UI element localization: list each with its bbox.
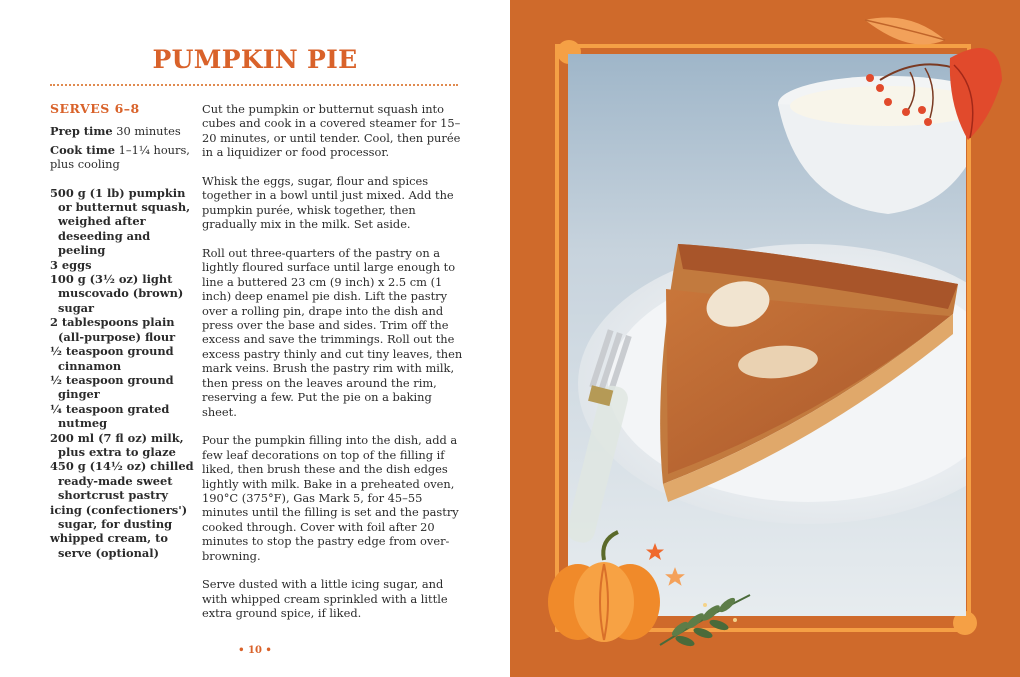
page-number: • 10 • bbox=[238, 645, 272, 656]
method-step: Whisk the eggs, sugar, flour and spices together in a bowl until just mixed. Add the pumpkin purée, whisk together, then gradually mix in the milk. Set aside. bbox=[202, 174, 454, 232]
ingredient-list bbox=[50, 186, 195, 561]
ingredient-item: 2 tablespoons plain (all-purpose) flour bbox=[50, 315, 176, 344]
fern-sprig-icon bbox=[655, 585, 755, 655]
method-step: Roll out three-quarters of the pastry on a lightly floured surface until large enough to line a buttered 23 cm (9 inch) x 2.5 cm (1 inch) deep enamel pie dish. Lift the pastry over a rolling pin, drape into the dish and press over the base and sides. Trim off the excess and save the trimmings. Roll out the excess pastry thinly and cut tiny leaves, then mark veins. Brush the pastry rim with milk, then press on the leaves around the rim, reserving a few. Put the pie on a baking sheet. bbox=[202, 246, 463, 419]
method-step: Pour the pumpkin filling into the dish, add a few leaf decorations on top of the filling if liked, then brush these and the dish edges lightly with milk. Bake in a preheated oven, 190°C (375°F), Gas Mark 5, for 45–55 minutes until the filling is set and the pastry cooked through. Cover with foil after 20 minutes to stop the pastry edge from over-browning. bbox=[202, 433, 459, 563]
ingredient-item: 3 eggs bbox=[50, 257, 92, 272]
method-step: Cut the pumpkin or butternut squash into cubes and cook in a covered steamer for 15–20 minutes, or until tender. Cool, then purée in a liquidizer or food processor. bbox=[202, 102, 461, 160]
prep-time-label: Prep time bbox=[50, 124, 113, 139]
recipe-title: PUMPKIN PIE bbox=[152, 45, 358, 74]
method-column bbox=[202, 102, 464, 635]
ingredient-item: ½ teaspoon ground ginger bbox=[50, 372, 174, 402]
autumn-leaves-icon bbox=[850, 10, 1010, 145]
cook-time-value: 1–1¼ hours, plus cooling bbox=[50, 142, 190, 172]
ingredient-item: whipped cream, to serve (optional) bbox=[50, 531, 168, 560]
prep-time bbox=[50, 124, 195, 138]
ingredient-item: 500 g (1 lb) pumpkin or butternut squash, weighed after deseeding and peeling bbox=[50, 185, 191, 258]
ingredient-item: ½ teaspoon ground cinnamon bbox=[50, 344, 174, 373]
ingredients-column bbox=[50, 102, 195, 560]
prep-time-value: 30 minutes bbox=[116, 124, 181, 139]
ingredient-item: 200 ml (7 fl oz) milk, plus extra to glaze bbox=[50, 430, 184, 459]
serves-label: SERVES 6–8 bbox=[50, 101, 140, 116]
title-divider bbox=[50, 84, 458, 86]
cook-time bbox=[50, 143, 195, 172]
ingredient-item: 450 g (14½ oz) chilled ready-made sweet shortcrust pastry bbox=[50, 459, 194, 503]
ingredient-item: ¼ teaspoon grated nutmeg bbox=[50, 401, 170, 431]
method-step: Serve dusted with a little icing sugar, and with whipped cream sprinkled with a little extra ground spice, if liked. bbox=[202, 577, 448, 621]
cook-time-label: Cook time bbox=[50, 142, 116, 157]
ingredient-item: icing (confectioners') sugar, for dusting bbox=[50, 502, 188, 531]
star-icon bbox=[645, 542, 665, 562]
ingredient-item: 100 g (3½ oz) light muscovado (brown) sugar bbox=[50, 272, 184, 315]
